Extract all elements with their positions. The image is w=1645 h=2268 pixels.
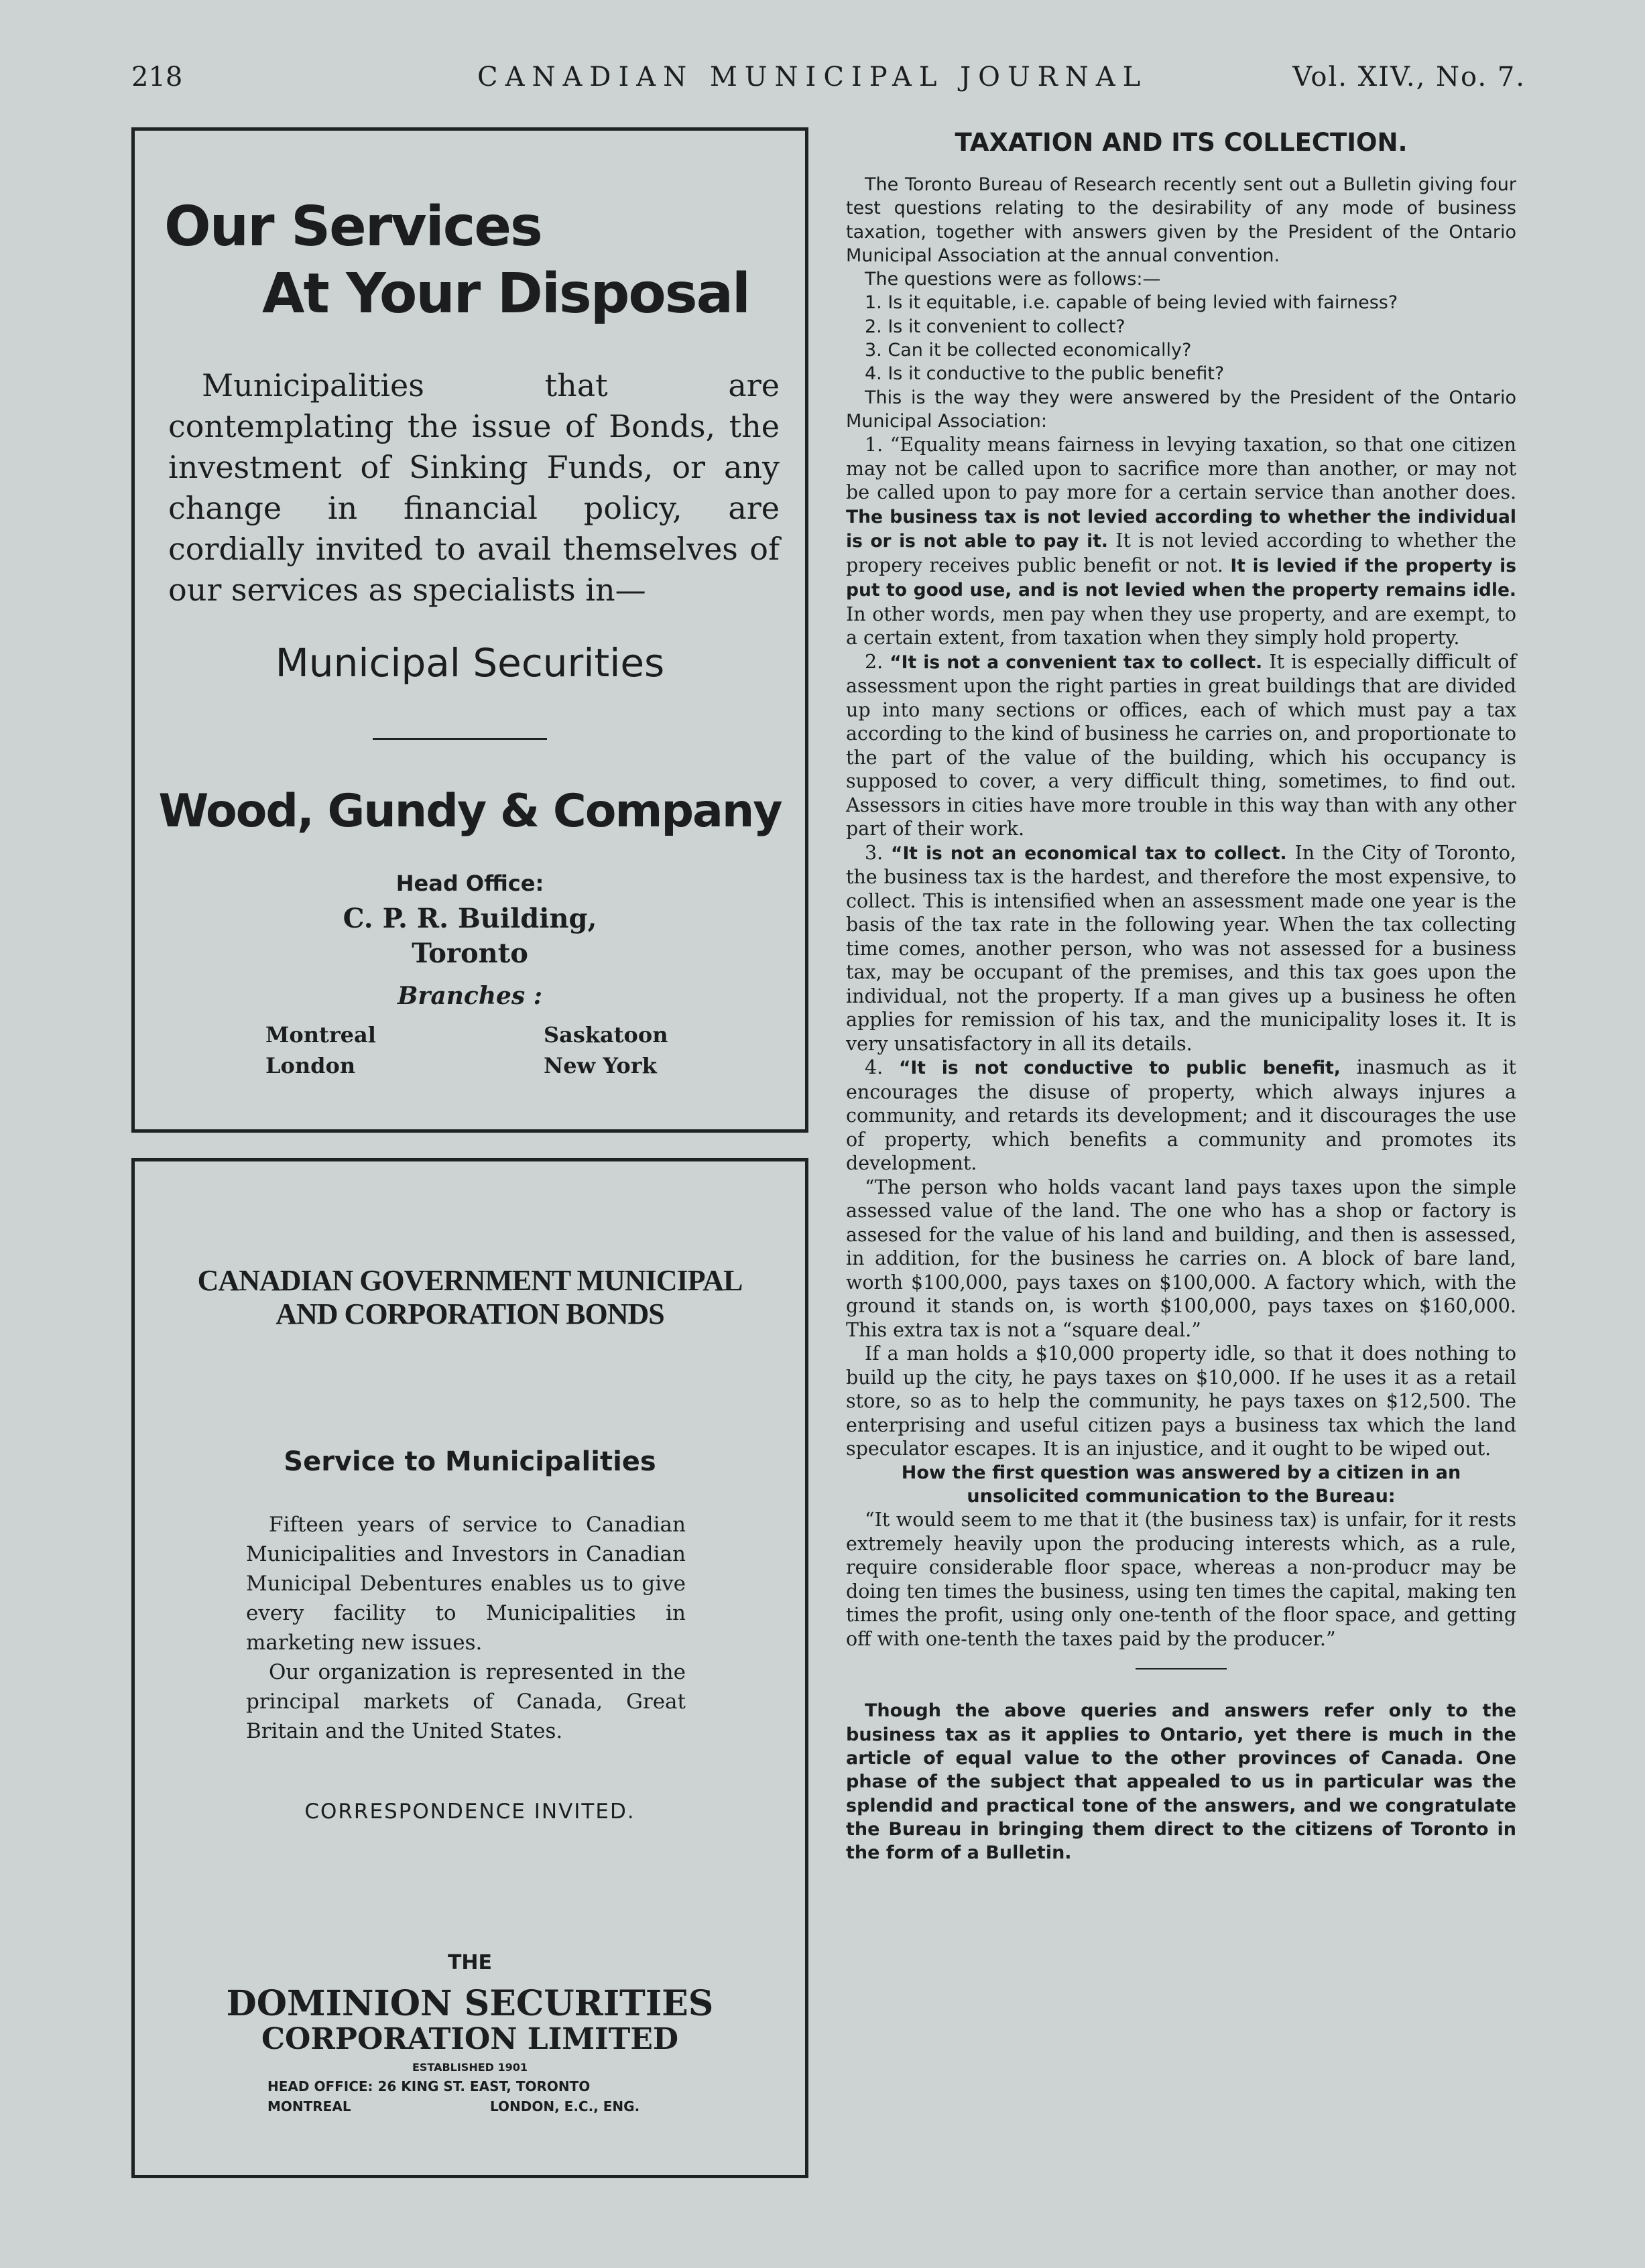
ad-body-text: Municipalities that are contemplating the issue of Bonds, the investment of Sinking Funds, or any change in financial policy, are cordially invited to avail themselves of our services as specialists in— (168, 367, 780, 608)
answer-3-text: In the City of Toronto, the business tax is the hardest, and therefore the most expensive, to collect. This is intensified when an assessment made one year is the basis of the tax rate in the following year. When the tax collecting time comes, another person, who was not assessed for a business tax, may be occupant of the premises, and this tax goes upon the individual, not the property. If a man gives up a business he often applies for remission of his tax, and the municipality loses it. It is very unsatisfactory in all its details. (846, 841, 1516, 1055)
article-divider (1136, 1668, 1227, 1670)
vacant-land-paragraph: “The person who holds vacant land pays taxes upon the simple assessed value of the land. The one who has a shop or factory is assesed for the value of his land and building, and then is assessed, in addition, for the business he carries on. A block of bare land, worth $100,000, pays taxes on $100,000. A factory which, with the ground it stands on, is worth $100,000, pays taxes on $160,000. This extra tax is not a “square deal.” (846, 1176, 1516, 1341)
company-name-line2: CORPORATION LIMITED (261, 2022, 679, 2056)
answer-4-bold: “It is not conductive to public benefit, (898, 1058, 1341, 1079)
ad-service-heading: Service to Municipalities (284, 1446, 656, 1477)
branches-label: Branches : (398, 982, 542, 1010)
ad-body (246, 1510, 686, 1746)
answer-3 (846, 841, 1516, 1056)
branch-london: London (265, 1053, 356, 1078)
ad-title-line1: CANADIAN GOVERNMENT MUNICIPAL (197, 1264, 743, 1297)
question-2: 2. Is it convenient to collect? (865, 316, 1125, 337)
editorial-closing: Though the above queries and answers refer only to the business tax as it applies to Ontario, yet there is much in the article of equal value to the other provinces of Canada. One phase of the subject that appealed to us in particular was the splendid and practical tone of the answers, and we congratulate the Bureau in bringing them direct to the citizens of Toronto in the form of a Bulletin. (846, 1700, 1516, 1864)
question-3: 3. Can it be collected economically? (865, 340, 1192, 361)
head-office-address: HEAD OFFICE: 26 KING ST. EAST, TORONTO (267, 2078, 591, 2094)
ad-title-line2: AND CORPORATION BONDS (276, 1298, 664, 1330)
branch-montreal: Montreal (265, 1022, 376, 1048)
volume-number: Vol. XIV., No. 7. (1292, 62, 1526, 92)
head-office-building: C. P. R. Building, (343, 903, 597, 934)
branch-new-york: New York (544, 1053, 657, 1078)
correspondence-invited: CORRESPONDENCE INVITED. (304, 1800, 635, 1824)
ad-specialty: Municipal Securities (275, 640, 665, 686)
answers-lead: This is the way they were answered by the President of the Ontario Municipal Association: (846, 387, 1516, 432)
ad-headline-line1: Our Services (164, 195, 542, 259)
answer-1 (846, 433, 1516, 650)
answer-4-text: inasmuch as it encourages the disuse of property, which always injures a community, and retards its development; and it discourages the use of property, which benefits a community and promotes its development. (846, 1056, 1517, 1175)
head-office-city: Toronto (412, 938, 528, 969)
question-1: 1. Is it equitable, i.e. capable of being levied with fairness? (865, 292, 1398, 314)
page-header (131, 62, 1526, 102)
company-name-line1: DOMINION SECURITIES (226, 1983, 714, 2024)
ad-paragraph-1: Fifteen years of service to Canadian Municipalities and Investors in Canadian Municipal Debentures enables us to give every facility to Municipalities in marketing new issues. (246, 1513, 686, 1655)
ad-body (168, 365, 780, 611)
article-column (846, 127, 1516, 1865)
answer-3-bold: “It is not an economical tax to collect. (891, 842, 1287, 864)
answer-1-intro: 1. “Equality means fairness in levying taxation, so that one citizen may not be called upon to sacrifice more than another, or may not be called upon to pay more for a certain service than another does. (846, 434, 1516, 504)
company-the: THE (447, 1951, 493, 1974)
wood-gundy-advertisement (131, 127, 808, 1133)
page-number: 218 (131, 62, 183, 92)
dominion-securities-advertisement (131, 1158, 808, 2178)
answer-3-number: 3. (865, 841, 884, 864)
office-london: LONDON, E.C., ENG. (490, 2098, 640, 2115)
citizen-quote: “It would seem to me that it (the business tax) is unfair, for it rests extremely heavily upon the producing interests which, as a rule, require considerable floor space, whereas a non-producr may be doing ten times the business, using ten times the capital, making ten times the profit, using only one-tenth of the floor space, and getting off with one-tenth the taxes paid by the producer.” (846, 1509, 1516, 1650)
journal-title: CANADIAN MUNICIPAL JOURNAL (477, 62, 1148, 92)
citizen-answer-heading: How the first question was answered by a citizen in an unsolicited communication to the Bureau: (901, 1462, 1461, 1507)
answer-4 (846, 1056, 1516, 1176)
answer-2-number: 2. (865, 650, 884, 673)
answer-1-bold-1: The business tax is not levied according to whether the individual is or is not able to pay it. (846, 506, 1516, 552)
answer-4-number: 4. (865, 1056, 884, 1079)
company-name: Wood, Gundy & Company (158, 785, 782, 838)
questions-lead: The questions were as follows:— (865, 269, 1161, 290)
article-title: TAXATION AND ITS COLLECTION. (955, 128, 1408, 157)
idle-property-paragraph: If a man holds a $10,000 property idle, so that it does nothing to build up the city, he pays taxes on $10,000. If he uses it as a retail store, so as to help the community, he pays taxes on $12,500. The enterprising and useful citizen pays a business tax which the land speculator escapes. It is an injustice, and it ought to be wiped out. (846, 1342, 1516, 1460)
answer-1-conclusion: In other words, men pay when they use property, and are exempt, to a certain extent, from taxation when they simply hold property. (846, 603, 1516, 649)
ad-divider (373, 738, 547, 740)
answer-1-bold-2: It is levied if the property is put to good use, and is not levied when the property remains idle. (846, 555, 1516, 601)
answer-2 (846, 650, 1516, 841)
answer-1-middle: It is not levied according to whether the propery receives public benefit or not. (846, 529, 1517, 576)
article-intro: The Toronto Bureau of Research recently sent out a Bulletin giving four test questions relating to the desirability of any mode of business taxation, together with answers given by the President of the Ontario Municipal Association at the annual convention. (846, 174, 1516, 266)
ad-headline-line2: At Your Disposal (262, 262, 750, 326)
head-office-label: Head Office: (395, 871, 544, 896)
branch-saskatoon: Saskatoon (544, 1022, 668, 1048)
established-date: ESTABLISHED 1901 (412, 2061, 528, 2074)
office-montreal: MONTREAL (267, 2098, 351, 2115)
question-4: 4. Is it conductive to the public benefit? (865, 363, 1225, 385)
ad-paragraph-2: Our organization is represented in the principal markets of Canada, Great Britain and the United States. (246, 1660, 686, 1743)
answer-2-text: It is especially difficult of assessment upon the right parties in great buildings that are divided up into many sections or offices, each of which must pay a tax according to the kind of business he carries on, and proportionate to the part of the value of the building, which his occupancy is supposed to cover, a very difficult thing, sometimes, to find out. Assessors in cities have more trouble in this way than with any other part of their work. (846, 650, 1516, 840)
answer-2-bold: “It is not a convenient tax to collect. (890, 651, 1263, 673)
